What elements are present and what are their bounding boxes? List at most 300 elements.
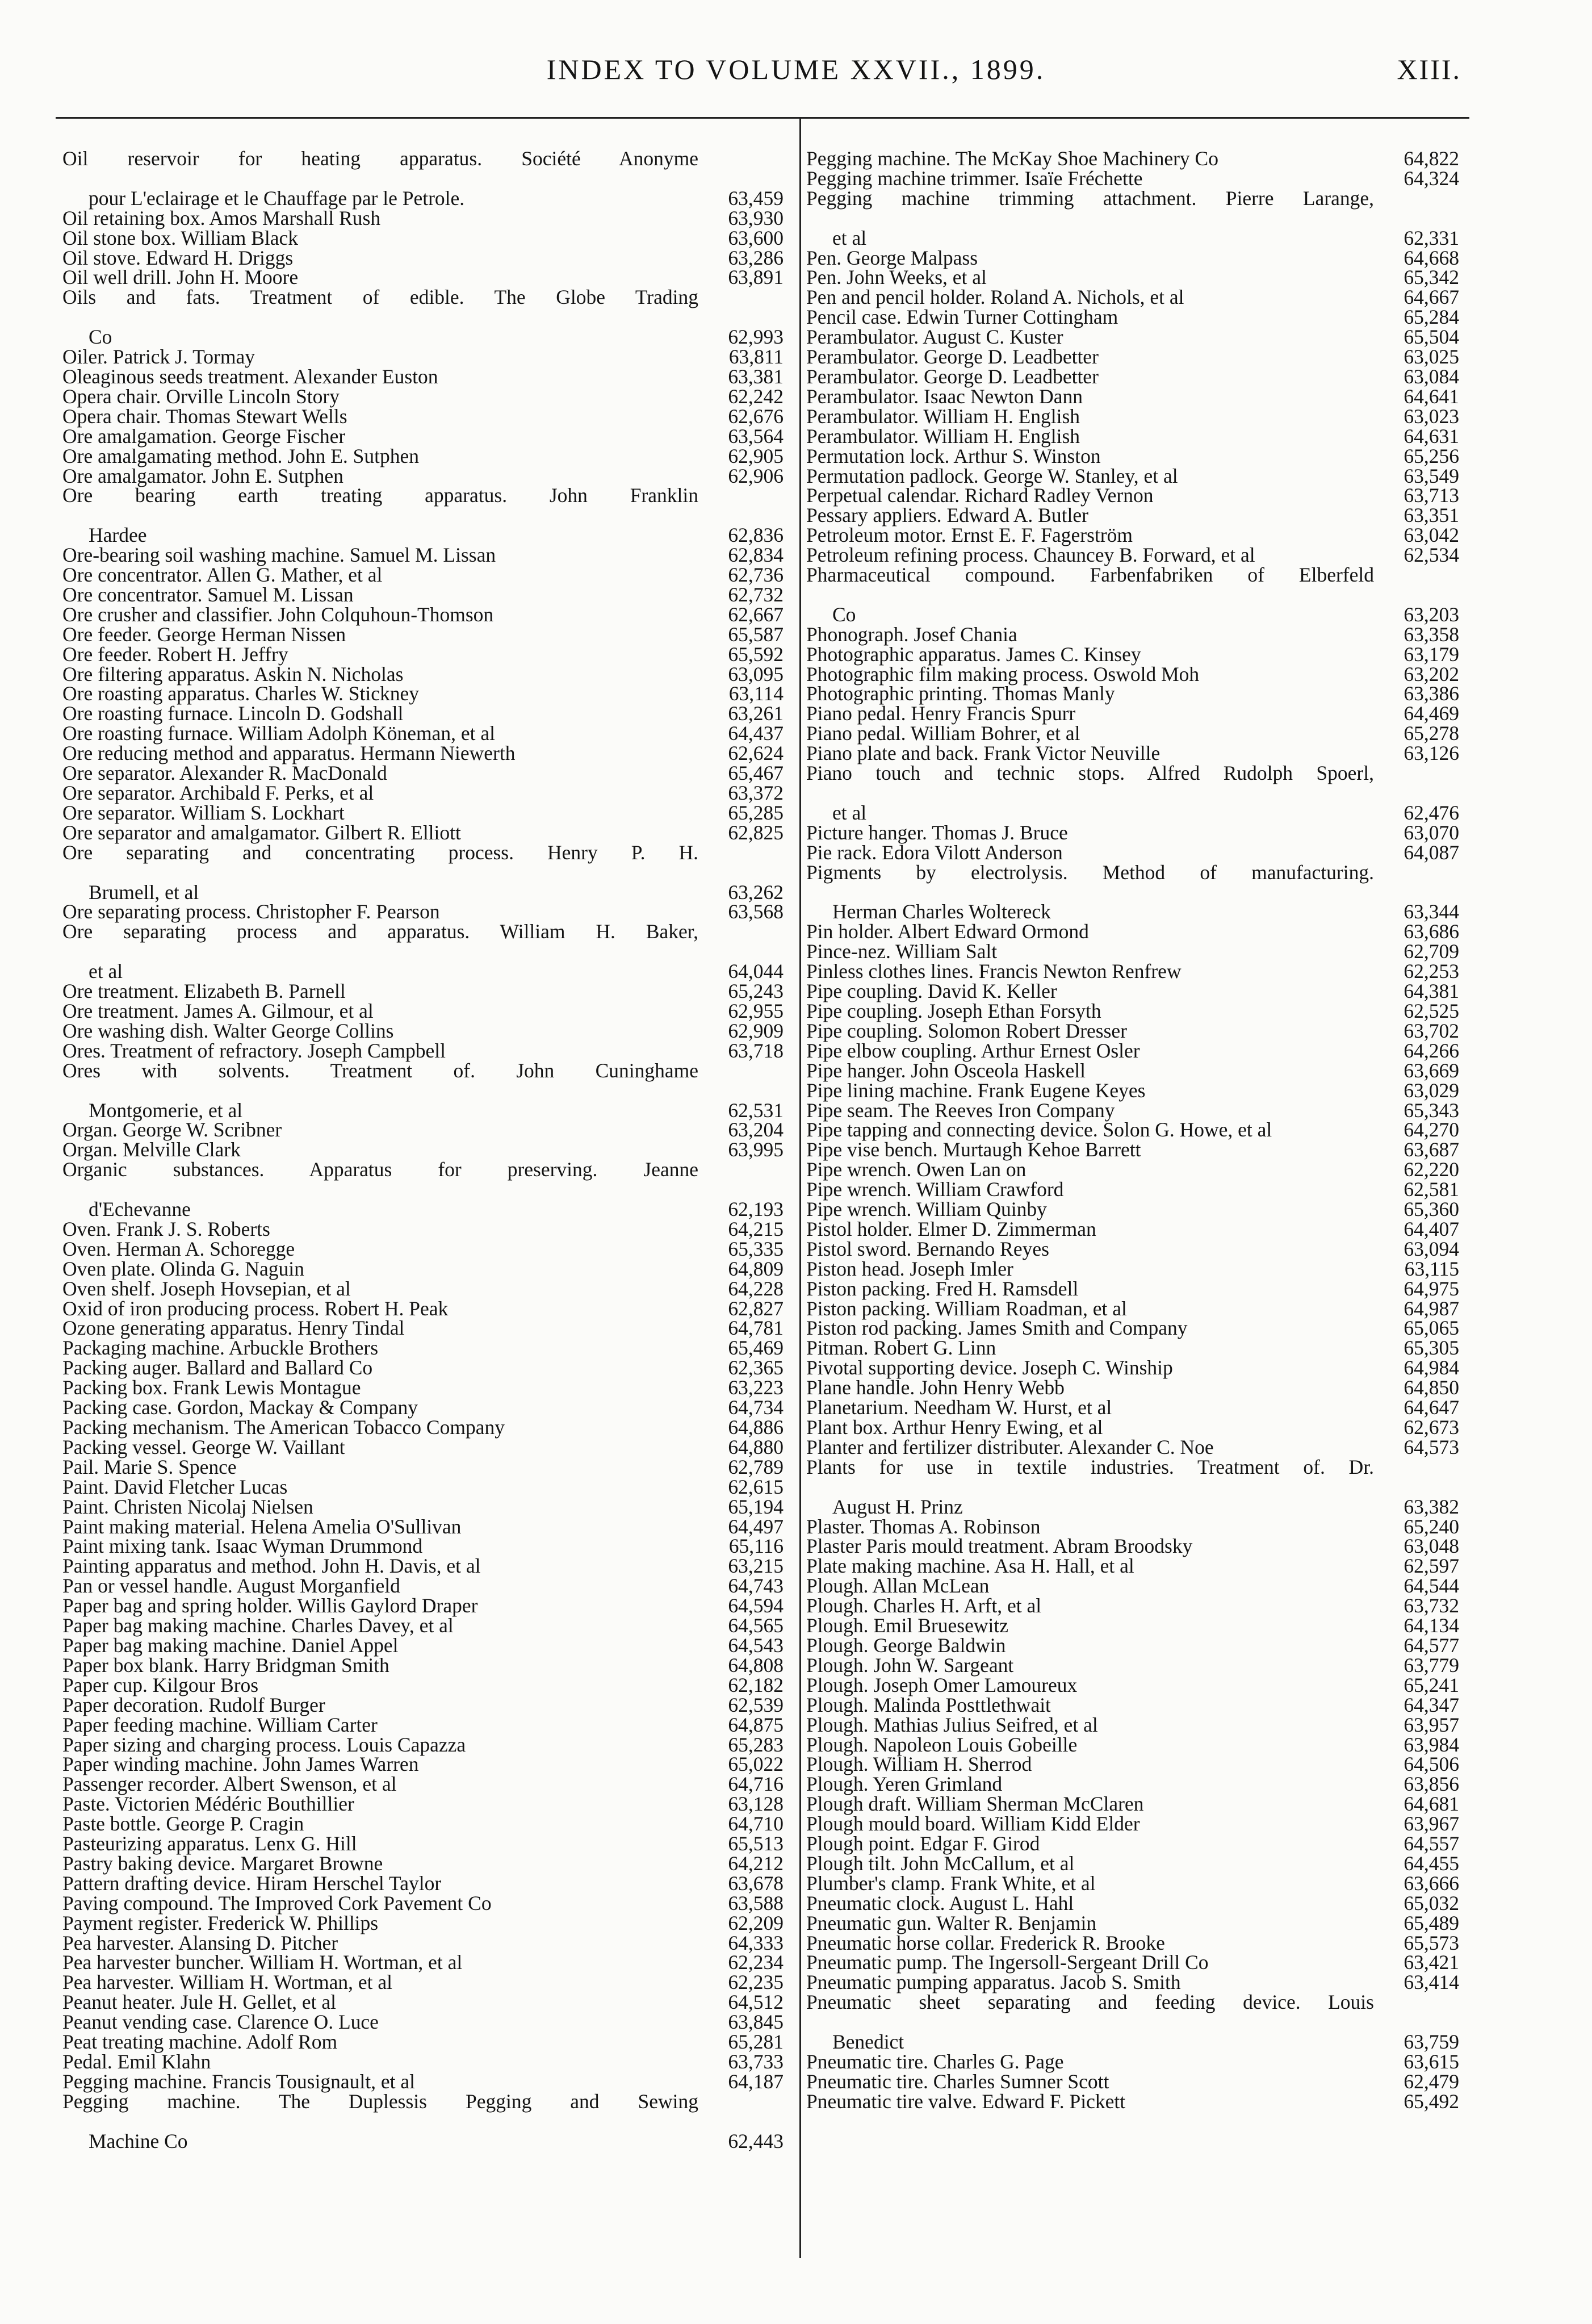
entry-text: Pistol holder. Elmer D. Zimmerman: [806, 1217, 1096, 1240]
patent-number: 64,886: [728, 1416, 784, 1439]
entry-text: Packing vessel. George W. Vaillant: [62, 1435, 345, 1458]
entry-text: Pipe elbow coupling. Arthur Ernest Osler: [806, 1039, 1140, 1062]
index-entry: [62, 1596, 784, 1616]
index-entry: [62, 724, 784, 743]
entry-text: Ore treatment. Elizabeth B. Parnell: [62, 980, 346, 1003]
index-entry: [62, 1834, 784, 1854]
patent-number: 65,256: [1404, 444, 1459, 467]
patent-number: 62,525: [1404, 999, 1459, 1022]
patent-number: 64,875: [728, 1713, 784, 1736]
patent-number: 64,212: [728, 1851, 784, 1875]
patent-number: 64,087: [1404, 841, 1459, 864]
entry-text: Painting apparatus and method. John H. Davis, et al: [62, 1554, 481, 1578]
entry-text: Oil retaining box. Amos Marshall Rush: [62, 206, 381, 229]
index-entry: [806, 1695, 1459, 1715]
entry-text: Phonograph. Josef Chania: [806, 622, 1017, 646]
entry-text: Plaster. Thomas A. Robinson: [806, 1515, 1041, 1538]
entry-text: Pneumatic tire valve. Edward F. Pickett: [806, 2089, 1126, 2113]
entry-continuation: August H. Prinz: [832, 1495, 963, 1518]
patent-number: 63,995: [728, 1138, 784, 1161]
patent-number: 65,587: [728, 622, 784, 646]
entry-text: Plough. Napoleon Louis Gobeille: [806, 1733, 1078, 1756]
entry-text: Pan or vessel handle. August Morganfield: [62, 1574, 400, 1598]
entry-text: Pipe coupling. Solomon Robert Dresser: [806, 1019, 1127, 1042]
index-entry: [62, 1160, 784, 1219]
entry-text: Organ. Melville Clark: [62, 1138, 241, 1161]
index-entry: [62, 1140, 784, 1160]
index-column-right: [806, 149, 1459, 2112]
patent-number: 63,421: [1404, 1951, 1459, 1974]
index-entry: [806, 1576, 1459, 1596]
entry-text: Pince-nez. William Salt: [806, 940, 998, 963]
patent-number: 64,743: [728, 1574, 784, 1598]
patent-number: 62,955: [728, 999, 784, 1022]
patent-number: 63,702: [1404, 1019, 1459, 1042]
patent-number: 63,678: [728, 1871, 784, 1895]
patent-number: 63,856: [1404, 1773, 1459, 1796]
patent-number: 63,759: [1404, 2030, 1459, 2054]
patent-number: 64,544: [1404, 1574, 1459, 1598]
entry-text: Pessary appliers. Edward A. Butler: [806, 504, 1088, 527]
entry-text: Paint making material. Helena Amelia O'Sullivan: [62, 1515, 462, 1538]
patent-number: 64,565: [728, 1614, 784, 1637]
entry-text: Plough. John W. Sargeant: [806, 1653, 1014, 1677]
index-entry: [806, 1418, 1459, 1437]
entry-text: Piston rod packing. James Smith and Company: [806, 1316, 1188, 1340]
patent-number: 63,845: [728, 2010, 784, 2034]
entry-text: Plough. Mathias Julius Seifred, et al: [806, 1713, 1098, 1736]
patent-number: 62,732: [728, 583, 784, 606]
index-entry: [806, 2052, 1459, 2072]
patent-number: 63,094: [1404, 1237, 1459, 1260]
index-entry: [62, 1299, 784, 1319]
index-entry: [806, 763, 1459, 823]
patent-number: 65,285: [728, 801, 784, 824]
patent-number: 64,134: [1404, 1614, 1459, 1637]
patent-number: 64,543: [728, 1633, 784, 1657]
entry-text: Perambulator. George D. Leadbetter: [806, 345, 1099, 369]
patent-number: 64,577: [1404, 1633, 1459, 1657]
patent-number: 63,115: [1404, 1257, 1459, 1280]
patent-number: 63,126: [1404, 742, 1459, 765]
patent-number: 63,666: [1404, 1871, 1459, 1895]
index-entry: [806, 1715, 1459, 1735]
entry-continuation: Co: [832, 603, 856, 626]
index-entry: [62, 404, 784, 428]
index-entry: [806, 743, 1459, 763]
index-entry: [806, 1199, 1459, 1219]
entry-text: Pen. John Weeks, et al: [806, 266, 987, 289]
patent-number: 64,324: [1404, 166, 1459, 190]
index-entry: [806, 1457, 1459, 1517]
entry-text: Pipe wrench. William Quinby: [806, 1198, 1047, 1221]
patent-number: 62,331: [1404, 226, 1459, 249]
entry-text: Ore separator. William S. Lockhart: [62, 801, 345, 824]
entry-text: Opera chair. Orville Lincoln Story: [62, 384, 340, 408]
patent-number: 64,641: [1404, 384, 1459, 408]
entry-text: Plough. Joseph Omer Lamoureux: [806, 1673, 1078, 1696]
patent-number: 62,825: [728, 821, 784, 844]
patent-number: 64,647: [1404, 1396, 1459, 1419]
index-entry: [806, 1556, 1459, 1576]
index-entry: [806, 1675, 1459, 1695]
entry-continuation: et al: [832, 226, 867, 249]
index-entry: [806, 1794, 1459, 1814]
patent-number: 62,443: [728, 2129, 784, 2152]
entry-text: Pipe seam. The Reeves Iron Company: [806, 1098, 1115, 1122]
patent-number: 64,808: [728, 1653, 784, 1677]
entry-text: Pneumatic pump. The Ingersoll-Sergeant Drill Co: [806, 1951, 1209, 1974]
index-entry: [62, 1477, 784, 1497]
index-entry: [62, 1517, 784, 1537]
index-entry: [62, 424, 784, 448]
patent-number: 62,253: [1404, 960, 1459, 983]
index-entry: [62, 783, 784, 803]
index-entry: [806, 1536, 1459, 1556]
patent-number: 65,592: [728, 642, 784, 666]
index-entry: [62, 1814, 784, 1834]
index-entry: [806, 2072, 1459, 2092]
patent-number: 65,343: [1404, 1098, 1459, 1122]
entry-text: Passenger recorder. Albert Swenson, et al: [62, 1773, 397, 1796]
page-title: INDEX TO VOLUME XXVII., 1899.: [546, 53, 1046, 85]
index-entry: [62, 248, 784, 268]
patent-number: 63,286: [728, 246, 784, 269]
index-entry: [62, 149, 784, 208]
entry-text: Oil stone box. William Black: [62, 226, 298, 249]
patent-number: 62,193: [728, 1198, 784, 1221]
patent-number: 62,993: [728, 325, 784, 349]
index-entry: [806, 922, 1459, 942]
patent-number: 64,437: [728, 722, 784, 745]
patent-number: 62,209: [728, 1911, 784, 1934]
patent-number: 63,351: [1404, 504, 1459, 527]
patent-number: 64,512: [728, 1991, 784, 2014]
patent-number: 64,381: [1404, 980, 1459, 1003]
index-entry: [806, 1437, 1459, 1457]
index-entry: [62, 1953, 784, 1972]
patent-number: 64,347: [1404, 1693, 1459, 1716]
index-entry: [62, 843, 784, 902]
entry-text: Ore bearing earth treating apparatus. John Franklin: [62, 484, 698, 507]
entry-text: Plaster Paris mould treatment. Abram Broodsky: [806, 1535, 1193, 1558]
entry-text: Packing mechanism. The American Tobacco Company: [62, 1416, 505, 1439]
patent-number: 62,539: [728, 1693, 784, 1716]
index-entry: [806, 1596, 1459, 1616]
index-entry: [806, 1041, 1459, 1061]
patent-number: 65,278: [1404, 722, 1459, 745]
patent-number: 65,492: [1404, 2089, 1459, 2113]
patent-number: 62,534: [1404, 544, 1459, 567]
patent-number: 63,891: [728, 266, 784, 289]
entry-continuation: pour L'eclairage et le Chauffage par le Petrole.: [89, 186, 465, 210]
entry-text: Paint. David Fletcher Lucas: [62, 1475, 288, 1498]
index-entry: [62, 585, 784, 605]
entry-text: Ore amalgamator. John E. Sutphen: [62, 464, 343, 487]
patent-number: 63,687: [1404, 1138, 1459, 1161]
patent-number: 64,668: [1404, 246, 1459, 269]
index-entry: [62, 1279, 784, 1299]
patent-number: 63,358: [1404, 622, 1459, 646]
patent-number: 62,234: [728, 1951, 784, 1974]
patent-number: 62,479: [1404, 2070, 1459, 2093]
entry-text: Perambulator. Isaac Newton Dann: [806, 384, 1083, 408]
index-entry: [62, 823, 784, 843]
entry-continuation: d'Echevanne: [89, 1198, 191, 1221]
index-column-left: [62, 149, 784, 2151]
index-entry: [62, 2012, 784, 2032]
patent-number: 65,032: [1404, 1891, 1459, 1915]
entry-continuation: Brumell, et al: [89, 880, 199, 904]
entry-text: Plough point. Edgar F. Girod: [806, 1832, 1040, 1855]
patent-number: 65,469: [728, 1336, 784, 1360]
index-entry: [806, 505, 1459, 525]
patent-number: 64,809: [728, 1257, 784, 1280]
patent-number: 65,467: [728, 762, 784, 785]
entry-text: Pistol sword. Bernando Reyes: [806, 1237, 1049, 1260]
index-entry: [62, 486, 784, 545]
entry-text: Pipe wrench. William Crawford: [806, 1178, 1064, 1201]
patent-number: 63,549: [1404, 464, 1459, 487]
index-entry: [806, 1774, 1459, 1794]
patent-number: 63,588: [728, 1891, 784, 1915]
index-entry: [806, 1653, 1459, 1677]
patent-number: 63,029: [1404, 1079, 1459, 1102]
entry-text: Oil well drill. John H. Moore: [62, 266, 299, 289]
patent-number: 63,095: [728, 662, 784, 686]
index-entry: [806, 843, 1459, 863]
entry-text: Plate making machine. Asa H. Hall, et al: [806, 1554, 1134, 1578]
index-entry: [806, 565, 1459, 625]
entry-text: Plane handle. John Henry Webb: [806, 1376, 1065, 1399]
index-entry: [62, 208, 784, 228]
entry-text: Ore roasting apparatus. Charles W. Stickney: [62, 682, 420, 705]
patent-number: 64,228: [728, 1277, 784, 1300]
index-entry: [806, 1338, 1459, 1358]
patent-number: 62,624: [728, 742, 784, 765]
index-entry: [62, 1715, 784, 1735]
entry-text: Pipe tapping and connecting device. Solon G. Howe, et al: [806, 1118, 1272, 1142]
patent-number: 64,681: [1404, 1792, 1459, 1816]
index-entry: [62, 1933, 784, 1953]
entry-text: Pneumatic pumping apparatus. Jacob S. Smith: [806, 1971, 1181, 1994]
patent-number: 63,386: [1404, 682, 1459, 705]
index-entry: [62, 1633, 784, 1657]
index-entry: [62, 605, 784, 625]
entry-text: Pipe coupling. Joseph Ethan Forsyth: [806, 999, 1101, 1022]
index-entry: [806, 1834, 1459, 1854]
entry-text: Ores. Treatment of refractory. Joseph Campbell: [62, 1039, 446, 1062]
entry-text: Plough. William H. Sherrod: [806, 1753, 1032, 1776]
entry-text: Pen and pencil holder. Roland A. Nichols, et al: [806, 286, 1184, 309]
entry-text: Ore separating process. Christopher F. Pearson: [62, 900, 440, 923]
index-entry: [806, 1972, 1459, 1992]
entry-text: Photographic printing. Thomas Manly: [806, 682, 1115, 705]
patent-number: 62,365: [728, 1356, 784, 1380]
entry-text: Paste bottle. George P. Cragin: [62, 1812, 304, 1836]
entry-text: Plough mould board. William Kidd Elder: [806, 1812, 1140, 1836]
index-entry: [806, 466, 1459, 486]
index-entry: [806, 704, 1459, 724]
index-entry: [62, 384, 784, 408]
patent-number: 63,084: [1404, 365, 1459, 388]
index-entry: [62, 642, 784, 666]
entry-text: Peanut vending case. Clarence O. Luce: [62, 2010, 379, 2034]
patent-number: 64,781: [728, 1316, 784, 1340]
entry-text: Pipe vise bench. Murtaugh Kehoe Barrett: [806, 1138, 1141, 1161]
index-entry: [806, 1279, 1459, 1299]
page-number: XIII.: [1397, 53, 1461, 85]
entry-text: Plumber's clamp. Frank White, et al: [806, 1871, 1096, 1895]
index-entry: [62, 902, 784, 922]
patent-number: 63,381: [728, 365, 784, 388]
entry-text: Pasteurizing apparatus. Lenx G. Hill: [62, 1832, 357, 1855]
entry-text: Permutation lock. Arthur S. Winston: [806, 444, 1101, 467]
index-entry: [62, 545, 784, 565]
entry-continuation: et al: [89, 960, 123, 983]
patent-number: 63,204: [728, 1118, 784, 1142]
entry-text: Oil reservoir for heating apparatus. Société Anonyme: [62, 147, 698, 170]
patent-number: 63,713: [1404, 484, 1459, 507]
index-entry: [806, 149, 1459, 169]
patent-number: 63,957: [1404, 1713, 1459, 1736]
entry-text: Picture hanger. Thomas J. Bruce: [806, 821, 1068, 844]
entry-text: Plough. Allan McLean: [806, 1574, 990, 1598]
index-entry: [62, 287, 784, 347]
patent-number: 63,930: [728, 206, 784, 229]
entry-text: Ore roasting furnace. Lincoln D. Godshall: [62, 702, 404, 725]
index-entry: [62, 1913, 784, 1933]
patent-number: 64,987: [1404, 1297, 1459, 1320]
index-entry: [806, 347, 1459, 367]
patent-number: 64,506: [1404, 1753, 1459, 1776]
index-entry: [62, 2089, 784, 2152]
entry-text: Ore filtering apparatus. Askin N. Nicholas: [62, 662, 404, 686]
entry-text: Peanut heater. Jule H. Gellet, et al: [62, 1991, 337, 2014]
entry-text: Peat treating machine. Adolf Rom: [62, 2030, 338, 2054]
entry-text: Perambulator. William H. English: [806, 404, 1080, 428]
entry-text: Pen. George Malpass: [806, 246, 978, 269]
entry-text: Pedal. Emil Klahn: [62, 2050, 211, 2073]
patent-number: 64,187: [728, 2070, 784, 2093]
index-entry: [62, 1536, 784, 1556]
entry-text: Paint. Christen Nicolaj Nielsen: [62, 1495, 313, 1518]
index-entry: [806, 942, 1459, 962]
index-entry: [62, 1418, 784, 1437]
patent-number: 63,025: [1404, 345, 1459, 369]
entry-text: Pneumatic sheet separating and feeding device. Louis: [806, 1991, 1374, 2014]
patent-number: 62,836: [728, 524, 784, 547]
patent-number: 62,667: [728, 603, 784, 626]
entry-text: Ore roasting furnace. William Adolph Köneman, et al: [62, 722, 495, 745]
index-entry: [806, 1933, 1459, 1953]
patent-number: 65,065: [1404, 1316, 1459, 1340]
index-entry: [806, 1953, 1459, 1972]
patent-number: 63,128: [728, 1792, 784, 1816]
entry-text: Pipe coupling. David K. Keller: [806, 980, 1057, 1003]
index-entry: [62, 1972, 784, 1992]
entry-continuation: Montgomerie, et al: [89, 1098, 243, 1122]
entry-text: Packing box. Frank Lewis Montague: [62, 1376, 361, 1399]
entry-text: Pegging machine. Francis Tousignault, et al: [62, 2070, 415, 2093]
patent-number: 64,044: [728, 960, 784, 983]
index-entry: [806, 545, 1459, 565]
patent-number: 62,789: [728, 1455, 784, 1478]
patent-number: 63,215: [728, 1554, 784, 1578]
entry-text: Ore feeder. George Herman Nissen: [62, 622, 346, 646]
index-entry: [62, 1616, 784, 1636]
entry-text: Ore separating and concentrating process. Henry P. H.: [62, 841, 698, 864]
patent-number: 62,673: [1404, 1416, 1459, 1439]
entry-text: Ore separator. Alexander R. MacDonald: [62, 762, 387, 785]
entry-text: Plough tilt. John McCallum, et al: [806, 1851, 1075, 1875]
patent-number: 62,476: [1404, 801, 1459, 824]
entry-continuation: Machine Co: [89, 2129, 188, 2152]
patent-number: 63,811: [728, 345, 784, 369]
entry-text: Pin holder. Albert Edward Ormond: [806, 920, 1089, 943]
patent-number: 65,513: [728, 1832, 784, 1855]
patent-number: 63,262: [728, 880, 784, 904]
entry-text: Paper sizing and charging process. Louis Capazza: [62, 1733, 466, 1756]
index-entry: [62, 267, 784, 287]
index-entry: [806, 1517, 1459, 1537]
index-entry: [806, 962, 1459, 981]
entry-text: Pea harvester. William H. Wortman, et al: [62, 1971, 392, 1994]
index-entry: [806, 642, 1459, 666]
patent-number: 62,597: [1404, 1554, 1459, 1578]
patent-number: 64,557: [1404, 1832, 1459, 1855]
entry-continuation: Herman Charles Woltereck: [832, 900, 1051, 923]
entry-text: Paper decoration. Rudolf Burger: [62, 1693, 325, 1716]
entry-continuation: et al: [832, 801, 867, 824]
header-rule: [56, 117, 1469, 119]
patent-number: 64,573: [1404, 1435, 1459, 1458]
patent-number: 64,497: [728, 1515, 784, 1538]
patent-number: 65,022: [728, 1753, 784, 1776]
patent-number: 63,223: [728, 1376, 784, 1399]
index-entry: [806, 1259, 1459, 1279]
entry-text: Pie rack. Edora Vilott Anderson: [806, 841, 1063, 864]
patent-number: 64,850: [1404, 1376, 1459, 1399]
index-entry: [62, 743, 784, 763]
index-entry: [806, 1180, 1459, 1199]
index-entry: [806, 2089, 1459, 2113]
index-entry: [62, 347, 784, 367]
entry-text: Ore amalgamation. George Fischer: [62, 424, 346, 448]
patent-number: 64,407: [1404, 1217, 1459, 1240]
patent-number: 65,489: [1404, 1911, 1459, 1934]
entry-text: Pastry baking device. Margaret Browne: [62, 1851, 383, 1875]
entry-text: Pigments by electrolysis. Method of manufacturing.: [806, 860, 1374, 884]
patent-number: 65,281: [728, 2030, 784, 2054]
entry-text: Piano pedal. William Bohrer, et al: [806, 722, 1080, 745]
index-entry: [62, 981, 784, 1001]
index-entry: [806, 1378, 1459, 1398]
index-entry: [806, 1992, 1459, 2052]
patent-number: 64,880: [728, 1435, 784, 1458]
index-entry: [806, 327, 1459, 347]
entry-text: Paper cup. Kilgour Bros: [62, 1673, 259, 1696]
entry-text: Pivotal supporting device. Joseph C. Winship: [806, 1356, 1173, 1380]
index-entry: [62, 1041, 784, 1061]
patent-number: 65,116: [728, 1535, 784, 1558]
entry-text: Pinless clothes lines. Francis Newton Renfrew: [806, 960, 1182, 983]
patent-number: 62,905: [728, 444, 784, 467]
index-entry: [62, 1338, 784, 1358]
entry-text: Opera chair. Thomas Stewart Wells: [62, 404, 347, 428]
entry-text: Ore reducing method and apparatus. Hermann Niewerth: [62, 742, 516, 765]
index-entry: [62, 466, 784, 486]
